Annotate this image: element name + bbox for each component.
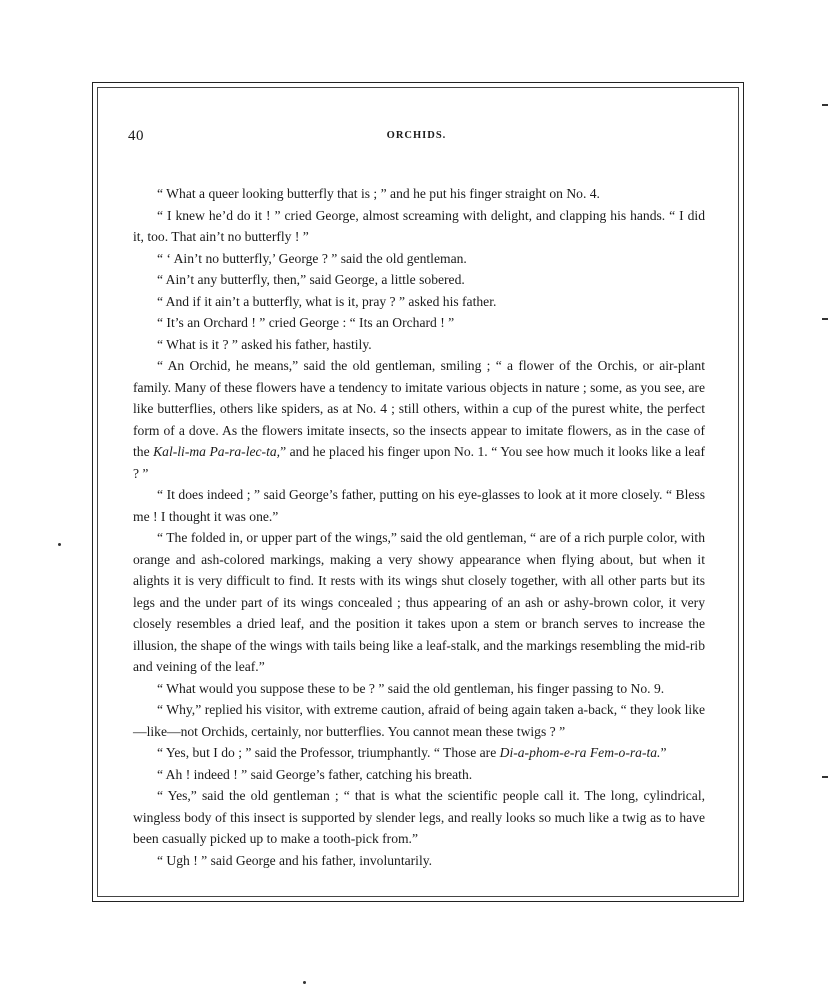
paragraph: “ It does indeed ; ” said George’s father, putting on his eye-glasses to look at it more closely. “ Bless me ! I thought it was one.” — [133, 487, 705, 524]
running-head — [128, 128, 705, 146]
paragraph: “ Why,” replied his visitor, with extreme caution, afraid of being again taken a-back, “ they look like—like—not Orchids, certainly, nor butterflies. You cannot mean these twigs ? ” — [133, 702, 705, 739]
scan-edge-mark — [822, 776, 828, 778]
paragraph: “ What a queer looking butterfly that is ; ” and he put his finger straight on No. 4. — [157, 186, 600, 201]
scan-speck — [303, 981, 306, 984]
chapter-title: ORCHIDS. — [386, 130, 447, 141]
paragraph-text: ” — [660, 745, 667, 760]
body-text — [133, 183, 705, 871]
paragraph-text: “ Yes, but I do ; ” said the Professor, triumphantly. “ Those are — [157, 745, 500, 760]
scan-speck — [58, 543, 61, 546]
paragraph — [133, 742, 705, 764]
paragraph: “ Ugh ! ” said George and his father, involuntarily. — [157, 852, 433, 868]
paragraph: “ Ain’t any butterfly, then,” said George, a little sobered. — [157, 272, 465, 287]
paragraph: “ What would you suppose these to be ? ” said the old gentleman, his finger passing to No. 9. — [157, 680, 665, 696]
paragraph-text: ” and he placed his finger upon No. 1. “ You see how much it looks like a leaf ? ” — [133, 444, 705, 481]
scan-edge-mark — [822, 318, 828, 320]
paragraph: “ What is it ? ” asked his father, hastily. — [157, 336, 372, 352]
paragraph: “ ‘ Ain’t no butterfly,’ George ? ” said the old gentleman. — [157, 250, 467, 266]
paragraph-text: “ An Orchid, he means,” said the old gentleman, smiling ; “ a flower of the Orchis, or air-plant family. Many of these flowers have a tendency to imitate various objects in nature ; some, as you see, are like butterflies, others like spiders, as at No. 4 ; still others, within a cup of the purest white, the perfect form of a dove. As the flowers imitate insects, so the insects appear to imitate flowers, as in the case of the — [133, 358, 705, 459]
paragraph: “ And if it ain’t a butterfly, what is it, pray ? ” asked his father. — [157, 293, 497, 309]
page-number: 40 — [128, 128, 144, 144]
paragraph: “ It’s an Orchard ! ” cried George : “ Its an Orchard ! ” — [157, 315, 455, 330]
species-name: Kal-li-ma Pa-ra-lec-ta, — [153, 444, 281, 459]
paragraph: “ I knew he’d do it ! ” cried George, almost screaming with delight, and clapping his hands. “ I did it, too. That ain’t no butterfly ! ” — [133, 207, 705, 244]
paragraph: “ Ah ! indeed ! ” said George’s father, catching his breath. — [157, 766, 473, 782]
scan-edge-mark — [822, 104, 828, 106]
paragraph — [133, 355, 705, 484]
paragraph: “ The folded in, or upper part of the wings,” said the old gentleman, “ are of a rich purple color, with orange and ash-colored markings, making a very showy appearance when flying about, but when it alights it is very difficult to find. It rests with its wings shut closely together, with all other parts but its legs and the under part of its wings concealed ; thus appearing of an ash or ashy-brown color, it very closely resembles a dried leaf, and the position it takes upon a stem or branch serves to increase the illusion, the shape of the wings with tails being like a leaf-stalk, and the markings resembling the mid-rib and veining of the leaf.” — [133, 530, 705, 674]
species-name: Di-a-phom-e-ra Fem-o-ra-ta. — [499, 745, 661, 760]
paragraph: “ Yes,” said the old gentleman ; “ that is what the scientific people call it. The long, cylindrical, wingless body of this insect is supported by slender legs, and really looks so much like a twig as to have been casually picked up to make a tooth-pick from.” — [133, 788, 705, 846]
